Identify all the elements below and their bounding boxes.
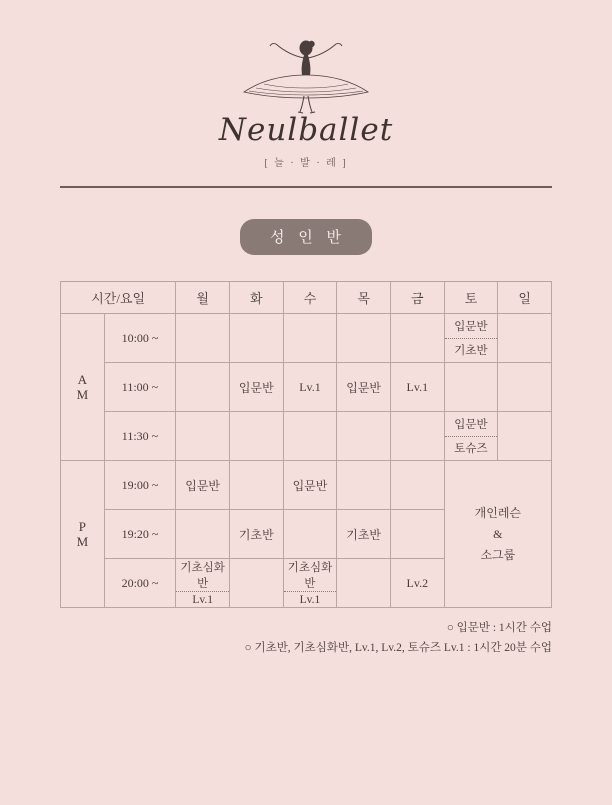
table-row-am-3 <box>61 412 552 461</box>
cell-pm3-wed-bottom: Lv.1 <box>299 593 321 606</box>
time-1920: 19:20 ~ <box>104 510 176 559</box>
cell-am2-tue: 입문반 <box>230 363 284 412</box>
cell-am1-sat-bottom: 기초반 <box>454 345 488 358</box>
ballerina-icon <box>216 34 396 116</box>
ampm-label-am <box>61 314 105 461</box>
pm-merge-line-1: 개인레슨 <box>474 505 522 520</box>
table-header-row <box>61 282 552 314</box>
cell-pm3-wed-top: 기초심화반 <box>284 559 337 592</box>
page-title: 성 인 반 <box>240 219 372 255</box>
cell-am3-mon <box>176 412 230 461</box>
schedule-table <box>60 281 552 608</box>
ampm-line-m2: M <box>76 534 89 549</box>
cell-pm3-thu <box>337 559 391 608</box>
cell-am3-sat-top: 입문반 <box>445 412 498 437</box>
time-1000: 10:00 ~ <box>104 314 176 363</box>
header-fri: 금 <box>390 282 444 314</box>
cell-pm3-wed <box>283 559 337 608</box>
cell-pm2-thu: 기초반 <box>337 510 391 559</box>
time-1130: 11:30 ~ <box>104 412 176 461</box>
cell-am3-thu <box>337 412 391 461</box>
cell-am1-sat-top: 입문반 <box>445 314 498 339</box>
note-2: ○ 기초반, 기초심화반, Lv.1, Lv.2, 토슈즈 Lv.1 : 1시간 20분 수업 <box>244 642 552 654</box>
header-time: 시간/요일 <box>61 282 176 314</box>
time-2000: 20:00 ~ <box>104 559 176 608</box>
notes-area <box>60 618 552 658</box>
table-row-am-1 <box>61 314 552 363</box>
cell-am2-sat <box>444 363 498 412</box>
cell-pm3-mon-top: 기초심화반 <box>176 559 229 592</box>
cell-pm1-wed: 입문반 <box>283 461 337 510</box>
cell-pm3-mon <box>176 559 230 608</box>
cell-am1-fri <box>390 314 444 363</box>
cell-am1-tue <box>230 314 284 363</box>
cell-pm1-tue <box>230 461 284 510</box>
pm-merge-line-3: 소그룹 <box>480 547 516 562</box>
time-1900: 19:00 ~ <box>104 461 176 510</box>
cell-am3-wed <box>283 412 337 461</box>
time-1100: 11:00 ~ <box>104 363 176 412</box>
table-row-pm-1 <box>61 461 552 510</box>
cell-pm2-tue: 기초반 <box>230 510 284 559</box>
header-sun: 일 <box>498 282 552 314</box>
cell-pm3-mon-bottom: Lv.1 <box>192 593 213 606</box>
ampm-line-p: P <box>78 519 86 534</box>
cell-pm1-thu <box>337 461 391 510</box>
cell-am1-mon <box>176 314 230 363</box>
cell-pm3-tue <box>230 559 284 608</box>
cell-am2-mon <box>176 363 230 412</box>
logo-wordmark: Neulballet <box>218 112 394 148</box>
cell-am3-tue <box>230 412 284 461</box>
note-1: ○ 입문반 : 1시간 수업 <box>446 622 552 634</box>
logo-subtitle: [ 늘 · 발 · 레 ] <box>264 158 348 169</box>
cell-am2-thu: 입문반 <box>337 363 391 412</box>
table-row-am-2 <box>61 363 552 412</box>
cell-pm2-wed <box>283 510 337 559</box>
cell-am1-wed <box>283 314 337 363</box>
header-mon: 월 <box>176 282 230 314</box>
cell-am1-sun <box>498 314 552 363</box>
cell-pm2-fri <box>390 510 444 559</box>
cell-am3-sun <box>498 412 552 461</box>
cell-am3-sat <box>444 412 498 461</box>
cell-am1-thu <box>337 314 391 363</box>
cell-pm1-fri <box>390 461 444 510</box>
cell-am2-fri: Lv.1 <box>390 363 444 412</box>
ampm-line-m: M <box>76 387 89 402</box>
cell-am3-fri <box>390 412 444 461</box>
schedule-table-wrap <box>60 281 552 608</box>
header-thu: 목 <box>337 282 391 314</box>
cell-pm3-fri: Lv.2 <box>390 559 444 608</box>
header-sat: 토 <box>444 282 498 314</box>
header-divider <box>60 186 552 188</box>
cell-pm1-mon: 입문반 <box>176 461 230 510</box>
header-wed: 수 <box>283 282 337 314</box>
ampm-label-pm <box>61 461 105 608</box>
pm-merge-line-2: & <box>493 526 503 541</box>
cell-am3-sat-bottom: 토슈즈 <box>454 443 488 456</box>
cell-am2-sun <box>498 363 552 412</box>
cell-pm-private-lessons <box>444 461 551 608</box>
logo-area <box>0 0 612 169</box>
title-area <box>0 219 612 255</box>
ampm-line-a: A <box>77 372 88 387</box>
header-tue: 화 <box>230 282 284 314</box>
cell-am1-sat <box>444 314 498 363</box>
cell-pm2-mon <box>176 510 230 559</box>
cell-am2-wed: Lv.1 <box>283 363 337 412</box>
